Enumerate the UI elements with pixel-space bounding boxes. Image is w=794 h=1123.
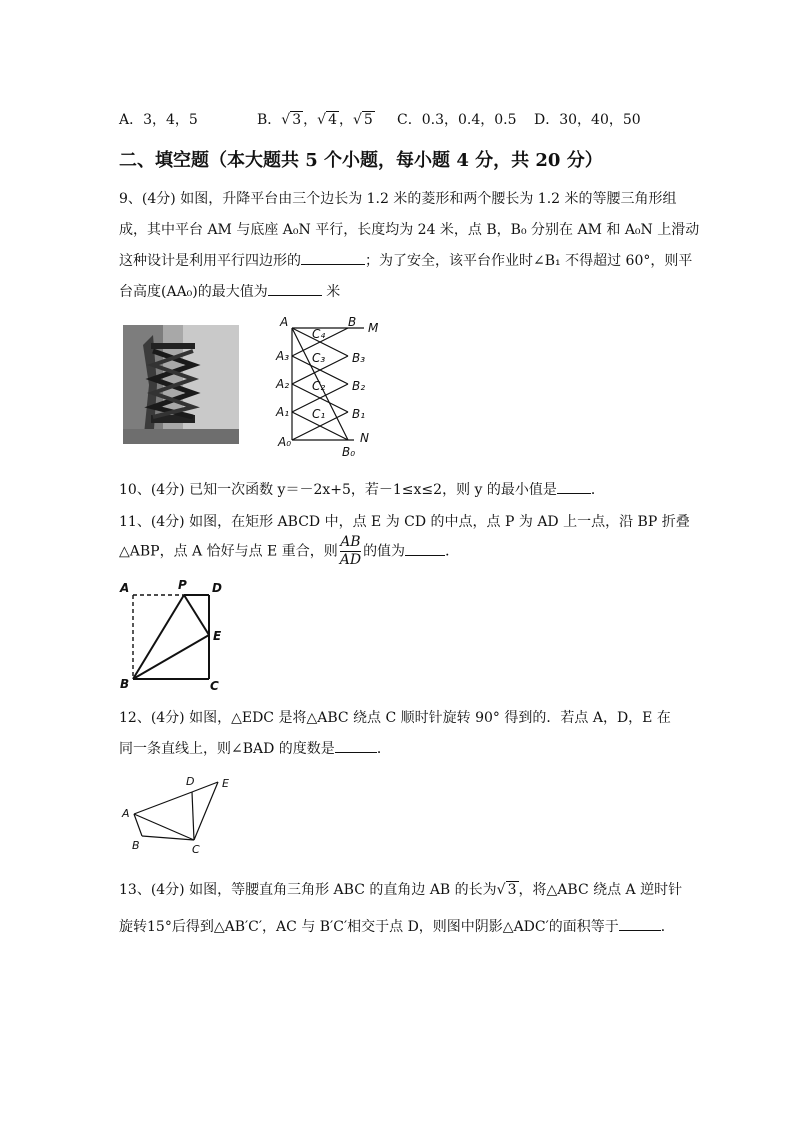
answer-blank[interactable]	[301, 250, 365, 265]
q13-line-1-part-b: ，将△ABC 绕点 A 逆时针	[518, 882, 683, 898]
label-A0: A₀	[278, 435, 292, 449]
label-C2: C₂	[312, 379, 326, 393]
choice-a: A．3，4，5	[119, 112, 198, 128]
answer-blank[interactable]	[335, 738, 377, 753]
q9-line-3	[119, 250, 692, 270]
label-N: N	[360, 431, 369, 445]
label-D: D	[212, 581, 222, 595]
answer-blank[interactable]	[268, 281, 322, 296]
sqrt-sign: √	[496, 882, 506, 898]
choice-b	[257, 109, 375, 129]
answer-blank[interactable]	[405, 541, 445, 556]
label-B0: B₀	[342, 445, 356, 459]
lift-platform-photo	[123, 325, 239, 444]
choice-d: D．30，40，50	[534, 112, 641, 128]
q11-line-2	[119, 534, 459, 569]
label-C: C	[210, 679, 219, 693]
q13-line-2-part-a: 旋转15°后得到△AB′C′，AC 与 B′C′相交于点 D，则图中阴影△ADC′的面积等于	[119, 919, 619, 935]
fraction	[340, 534, 361, 569]
q10-text-b: ．	[590, 482, 605, 498]
label-A1: A₁	[276, 405, 290, 419]
q11-line-2-part-a: △ABP，点 A 恰好与点 E 重合，则	[119, 543, 338, 560]
fraction-numerator: AB	[340, 534, 361, 550]
q11-line-2-part-c: ．	[445, 543, 460, 560]
q10-text-a: 10、(4分) 已知一次函数 y＝－2x+5，若－1≤x≤2，则 y 的最小值是	[119, 482, 557, 498]
q12-rotation-diagram	[118, 772, 248, 862]
label-B: B	[120, 677, 130, 691]
radicand-1: 3	[292, 112, 302, 128]
radicand-2: 4	[328, 112, 337, 128]
label-B3: B₃	[352, 351, 366, 365]
q12-line-1: 12、(4分) 如图，△EDC 是将△ABC 绕点 C 顺时针旋转 90° 得到的．若点 A，D，E 在	[119, 710, 671, 726]
q9-line-2: 成，其中平台 AM 与底座 A₀N 平行，长度均为 24 米，点 B，B₀ 分别在 AM 和 A₀N 上滑动	[119, 222, 700, 238]
label-C4: C₄	[312, 327, 326, 341]
q9-line-3-part-b: ；为了安全，该平台作业时∠B₁ 不得超过 60°，则平	[365, 253, 693, 269]
label-C3: C₃	[312, 351, 326, 365]
label-E: E	[213, 629, 222, 643]
answer-blank[interactable]	[619, 916, 661, 931]
q12-line-2-part-a: 同一条直线上，则∠BAD 的度数是	[119, 741, 335, 757]
answer-blank[interactable]	[557, 479, 591, 494]
section-title: 二、填空题（本大题共 5 个小题，每小题 4 分，共 20 分）	[119, 150, 603, 171]
label-M: M	[368, 321, 379, 335]
q9-line-1: 9、(4分) 如图，升降平台由三个边长为 1.2 米的菱形和两个腰长为 1.2 米的等腰三角形组	[119, 191, 677, 207]
label-B1: B₁	[352, 407, 366, 421]
q11-line-2-part-b: 的值为	[363, 543, 406, 560]
label-A2: A₂	[276, 377, 290, 391]
q13-line-2-part-b: ．	[660, 919, 675, 935]
q12-line-2-part-b: ．	[376, 741, 391, 757]
label-D: D	[186, 775, 195, 788]
q13-line-1-part-a: 13、(4分) 如图，等腰直角三角形 ABC 的直角边 AB 的长为	[119, 882, 497, 898]
fraction-denominator: AD	[339, 552, 362, 568]
q9-lift-diagram	[272, 316, 392, 461]
separator: ，	[338, 112, 353, 128]
choice-c: C．0.3，0.4，0.5	[397, 112, 517, 128]
label-B: B	[132, 839, 140, 852]
label-A3: A₃	[276, 349, 290, 363]
label-E: E	[222, 777, 229, 790]
choice-b-prefix: B．	[257, 112, 282, 128]
q9-line-4-part-b: 米	[321, 284, 341, 300]
sqrt-sign: √	[317, 112, 327, 128]
label-A: A	[122, 807, 130, 820]
label-A: A	[120, 581, 130, 595]
label-C1: C₁	[312, 407, 326, 421]
q13-line-2	[119, 916, 675, 936]
label-B: B	[348, 315, 357, 329]
photo-illustration	[123, 325, 239, 444]
q13-line-1	[119, 879, 682, 899]
sqrt-sign: √	[352, 112, 362, 128]
label-B2: B₂	[352, 379, 366, 393]
q9-line-3-part-a: 这种设计是利用平行四边形的	[119, 253, 301, 269]
label-C: C	[192, 843, 200, 856]
label-A: A	[280, 315, 289, 329]
q9-line-4-part-a: 台高度(AA₀)的最大值为	[119, 284, 268, 300]
q12-line-2	[119, 738, 391, 758]
q11-line-1: 11、(4分) 如图，在矩形 ABCD 中，点 E 为 CD 的中点，点 P 为 AD 上一点，沿 BP 折叠	[119, 514, 690, 530]
separator: ，	[303, 112, 318, 128]
label-P: P	[178, 578, 187, 592]
q11-rectangle-fold-diagram	[118, 580, 228, 696]
radicand: 3	[507, 882, 517, 898]
sqrt-sign: √	[281, 112, 291, 128]
q10-line	[119, 479, 605, 499]
q9-line-4	[119, 281, 340, 301]
radicand-3: 5	[363, 112, 373, 128]
